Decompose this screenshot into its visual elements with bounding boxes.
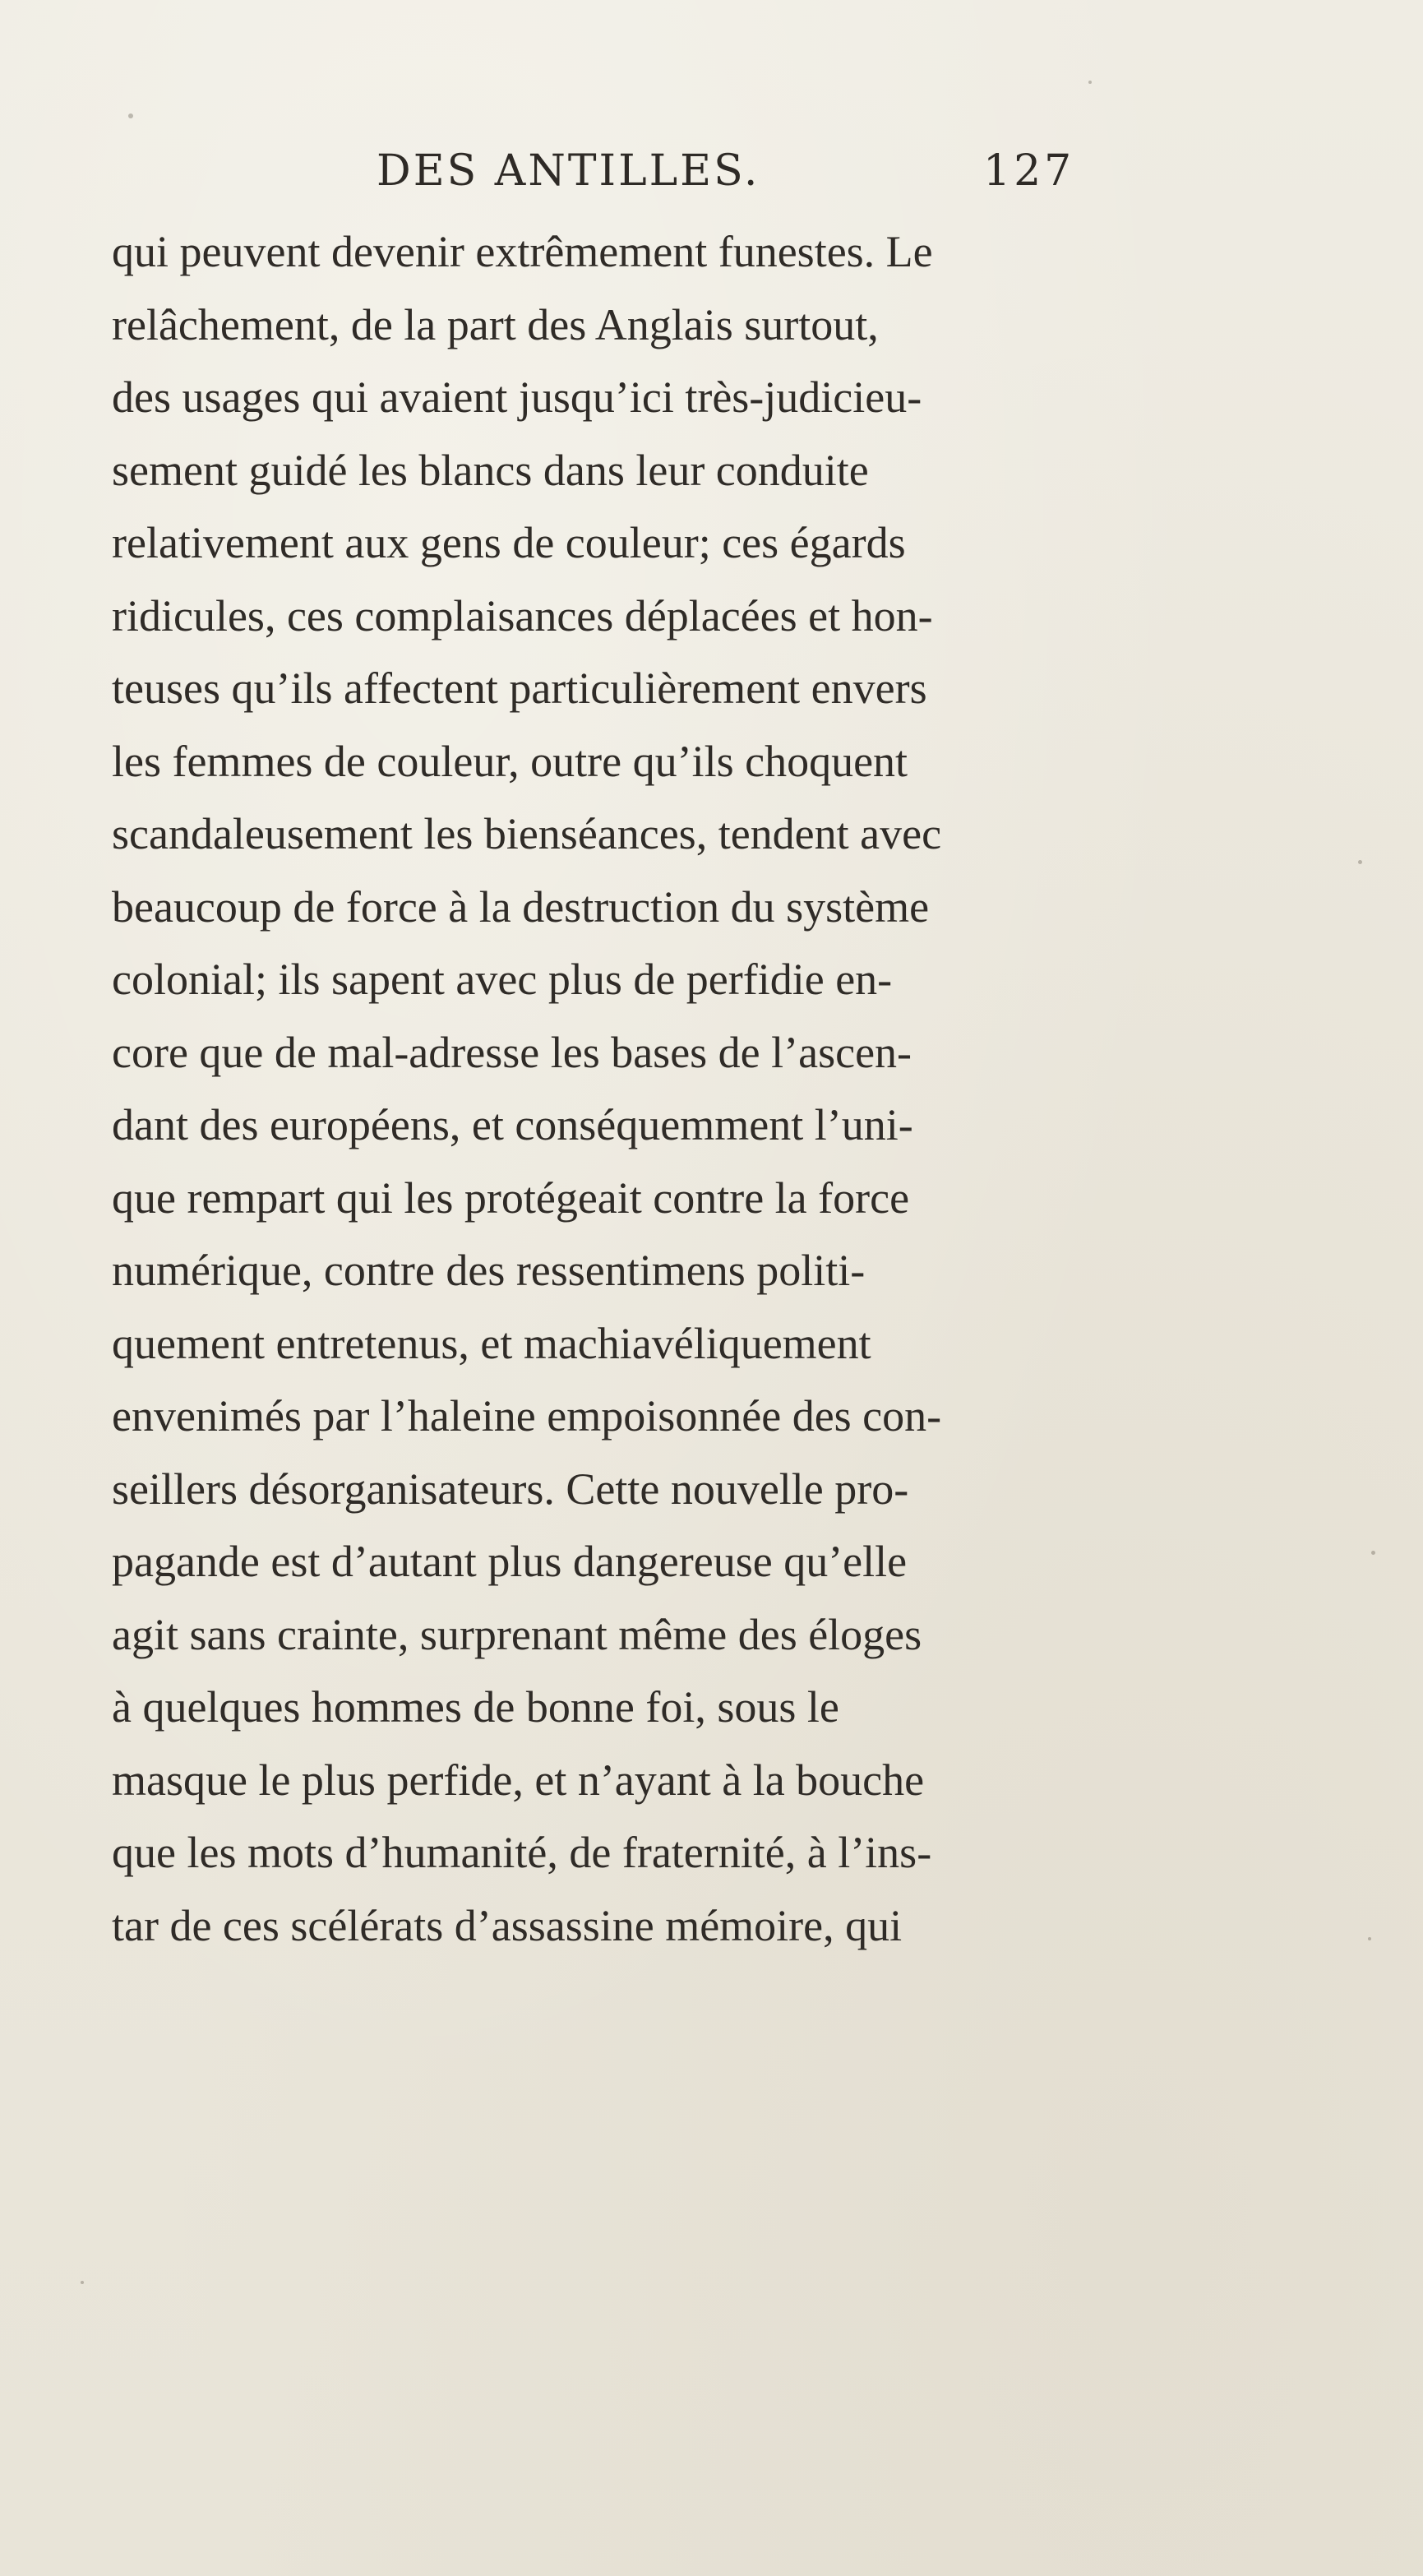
text-line: beaucoup de force à la destruction du système [112,881,930,932]
running-head: DES ANTILLES. [377,146,760,196]
text-line: sement guidé les blancs dans leur conduite [112,445,869,495]
paper-speck [1368,1937,1371,1940]
text-line: les femmes de couleur, outre qu’ils choquent [112,736,908,786]
text-line: pagande est d’autant plus dangereuse qu’elle [112,1537,908,1586]
text-line: ridicules, ces complaisances déplacées et hon- [112,590,933,641]
text-line: relativement aux gens de couleur; ces égards [112,518,906,567]
text-line: masque le plus perfide, et n’ayant à la bouche [112,1755,925,1805]
text-line: envenimés par l’haleine empoisonnée des con- [112,1391,942,1441]
text-line: agit sans crainte, surprenant même des éloges [112,1609,922,1659]
text-line: teuses qu’ils affectent particulièrement envers [112,664,927,713]
text-line: des usages qui avaient jusqu’ici très-judicieu- [112,372,922,422]
paper-speck [1358,860,1362,864]
text-line: à quelques hommes de bonne foi, sous le [112,1682,839,1732]
paper-speck [128,113,133,118]
text-line: seillers désorganisateurs. Cette nouvelle pro- [112,1464,909,1514]
paper-speck [1088,81,1092,84]
text-line: relâchement, de la part des Anglais surtout, [112,299,879,349]
paper-speck [81,2281,84,2284]
text-line: tar de ces scélérats d’assassine mémoire, qui [112,1900,903,1950]
text-line: quement entretenus, et machiavéliquement [112,1318,871,1368]
text-line: qui peuvent devenir extrêmement funestes. Le [112,227,933,276]
text-line: que rempart qui les protégeait contre la force [112,1172,910,1223]
page-header [0,138,1423,204]
text-line: core que de mal-adresse les bases de l’ascen- [112,1027,912,1077]
page-number: 127 [983,146,1075,196]
text-line: scandaleusement les bienséances, tendent avec [112,809,942,858]
body-text [112,215,1090,1962]
text-line: colonial; ils sapent avec plus de perfidie en- [112,955,893,1004]
text-line: que les mots d’humanité, de fraternité, à l’ins- [112,1828,932,1877]
paper-speck [1371,1551,1375,1555]
text-line: numérique, contre des ressentimens politi- [112,1246,866,1295]
text-line: dant des européens, et conséquemment l’uni- [112,1100,913,1149]
